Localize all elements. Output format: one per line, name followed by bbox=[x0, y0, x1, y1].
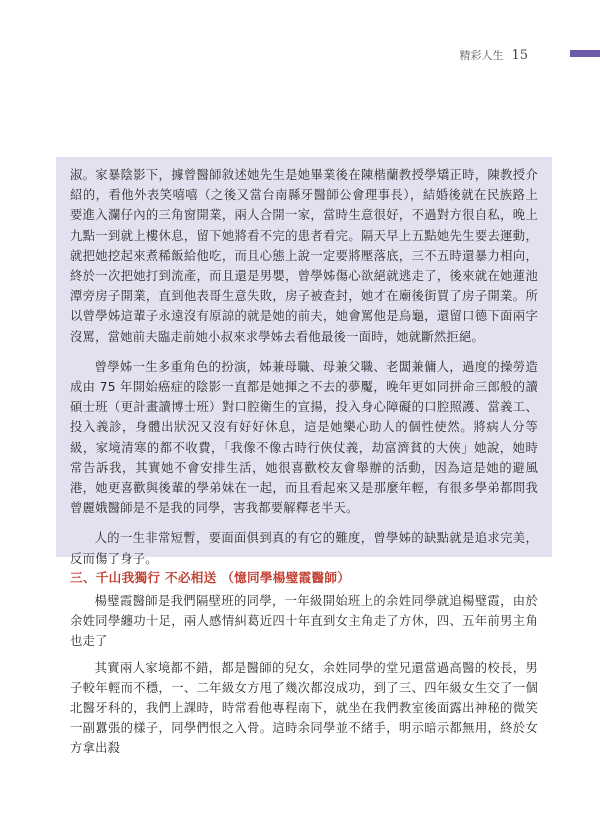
section-title: 三、千山我獨行 不必相送 （憶同學楊璧霞醫師） bbox=[70, 570, 351, 585]
section-paragraph-1: 楊璧霞醫師是我們隔壁班的同學，一年級開始班上的余姓同學就追楊璧霞，由於余姓同學纏功十足，兩人感情糾葛近四十年直到女主角走了方休，四、五年前男主角也走了 bbox=[70, 594, 538, 649]
section-remembering-classmate bbox=[56, 568, 552, 765]
page-number: 15 bbox=[511, 48, 528, 63]
panel-paragraph-3: 人的一生非常短暫，要面面俱到真的有它的難度，曾學姊的缺點就是追求完美，反而傷了身子。 bbox=[70, 531, 538, 566]
running-head-section: 精彩人生 bbox=[459, 49, 504, 62]
section-paragraph-2: 其實兩人家境都不錯，都是醫師的兒女，余姓同學的堂兄還當過高醫的校長，男子較年輕而不穩，一、二年級女方甩了幾次都沒成功，到了三、四年級女生交了一個北醫牙科的，我們上課時，時常看他專程南下，就坐在我們教室後面露出神秘的微笑一副囂張的樣子，同學們恨之入骨。這時余同學並不緒手，明示暗示都無用，終於女方拿出殺 bbox=[70, 660, 538, 756]
panel-paragraph-1: 淑。家暴陰影下，據曾醫師敘述她先生是她畢業後在陳楷蘭教授學矯正時，陳教授介紹的，看他外表笑嘻嘻（之後又當台南縣牙醫師公會理事長），結婚後就在民族路上要進入瀾仔內的三角窗開業，兩人合開一家，當時生意很好，不過對方很自私，晚上九點一到就上樓休息，留下她將看不完的患者看完。隔天早上五點她先生要去運動，就把她挖起來煮稀飯給他吃，而且心態上說一定要將壓落底，三不五時還暴力相向，終於一次把她打到流產，而且還是男嬰，曾學姊傷心欲絕就逃走了，後來就在她蓮池潭旁房子開業，直到他表哥生意失敗，房子被查封，她才在廟後街買了房子開業。所以曾學姊這輩子永遠沒有原諒的就是她的前夫，她會罵他是烏龜，還留口德下面兩字沒罵，當她前夫臨走前她小叔來求學姊去看他最後一面時，她就斷然拒絕。 bbox=[70, 168, 538, 344]
highlight-panel bbox=[56, 157, 552, 566]
running-head bbox=[459, 47, 528, 63]
panel-paragraph-2: 曾學姊一生多重角色的扮演，姊兼母職、母兼父職、老闆兼傭人，過度的操勞造成由 75 年開始癌症的陰影一直都是她揮之不去的夢魘，晚年更如同拼命三郎般的讀碩士班（更計畫讀博士班）對口腔衛生的宣揚，投入身心障礙的口腔照護、當義工、投入義診，身體出狀況又沒有好好休息，這是她樂心助人的個性使然。將病人分等級，家境清寒的都不收費，「我像不像古時行俠仗義，劫富濟貧的大俠」她說，她時常告訴我，其實她不會安排生活，她很喜歡校友會舉辦的活動，因為這是她的避風港，她更喜歡與後輩的學弟妹在一起，而且看起來又是那麼年輕，有很多學弟都問我曾麗娥醫師是不是我的同學，害我都要解釋老半天。 bbox=[70, 359, 538, 516]
header-accent-bar bbox=[570, 50, 600, 57]
